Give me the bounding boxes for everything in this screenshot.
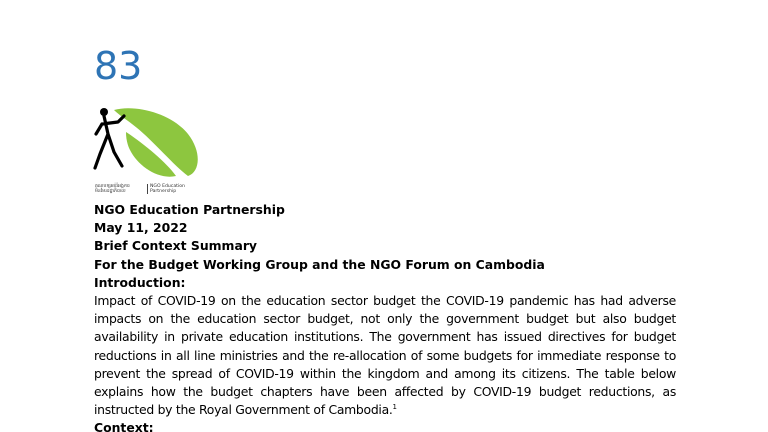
document-recipient: For the Budget Working Group and the NGO Forum on Cambodia — [94, 256, 545, 272]
introduction-heading: Introduction: — [94, 274, 186, 290]
document-body — [94, 201, 676, 432]
logo-figure-body — [95, 116, 124, 168]
nep-logo — [92, 104, 212, 196]
organization-name: NGO Education Partnership — [94, 202, 285, 217]
footnote-marker: 1 — [392, 403, 397, 412]
context-heading: Context: — [94, 420, 154, 432]
introduction-paragraph — [94, 292, 676, 419]
introduction-text: Impact of COVID-19 on the education sector budget the COVID-19 pandemic has had adverse impacts on the education sector budget, not only the government budget but also budget availability in private education institutions. The government has issued directives for budget reductions in all line ministries and the re-allocation of some budgets for immediate response to prevent the spread of COVID-19 within the kingdom and among its citizens. The table below explains how the budget chapters have been affected by COVID-19 budget reductions, as instructed by the Royal Government of Cambodia. — [94, 293, 676, 418]
nep-logo-graphic — [92, 104, 212, 184]
page-number: 83 — [94, 44, 143, 88]
logo-english-caption: NGO Education Partnership — [147, 184, 185, 194]
document-date: May 11, 2022 — [94, 220, 188, 236]
document-type: Brief Context Summary — [94, 238, 258, 254]
logo-khmer-caption: គណបក្សអប់រំអង្គការ មិនមែនរដ្ឋាភិបាល — [95, 184, 130, 195]
